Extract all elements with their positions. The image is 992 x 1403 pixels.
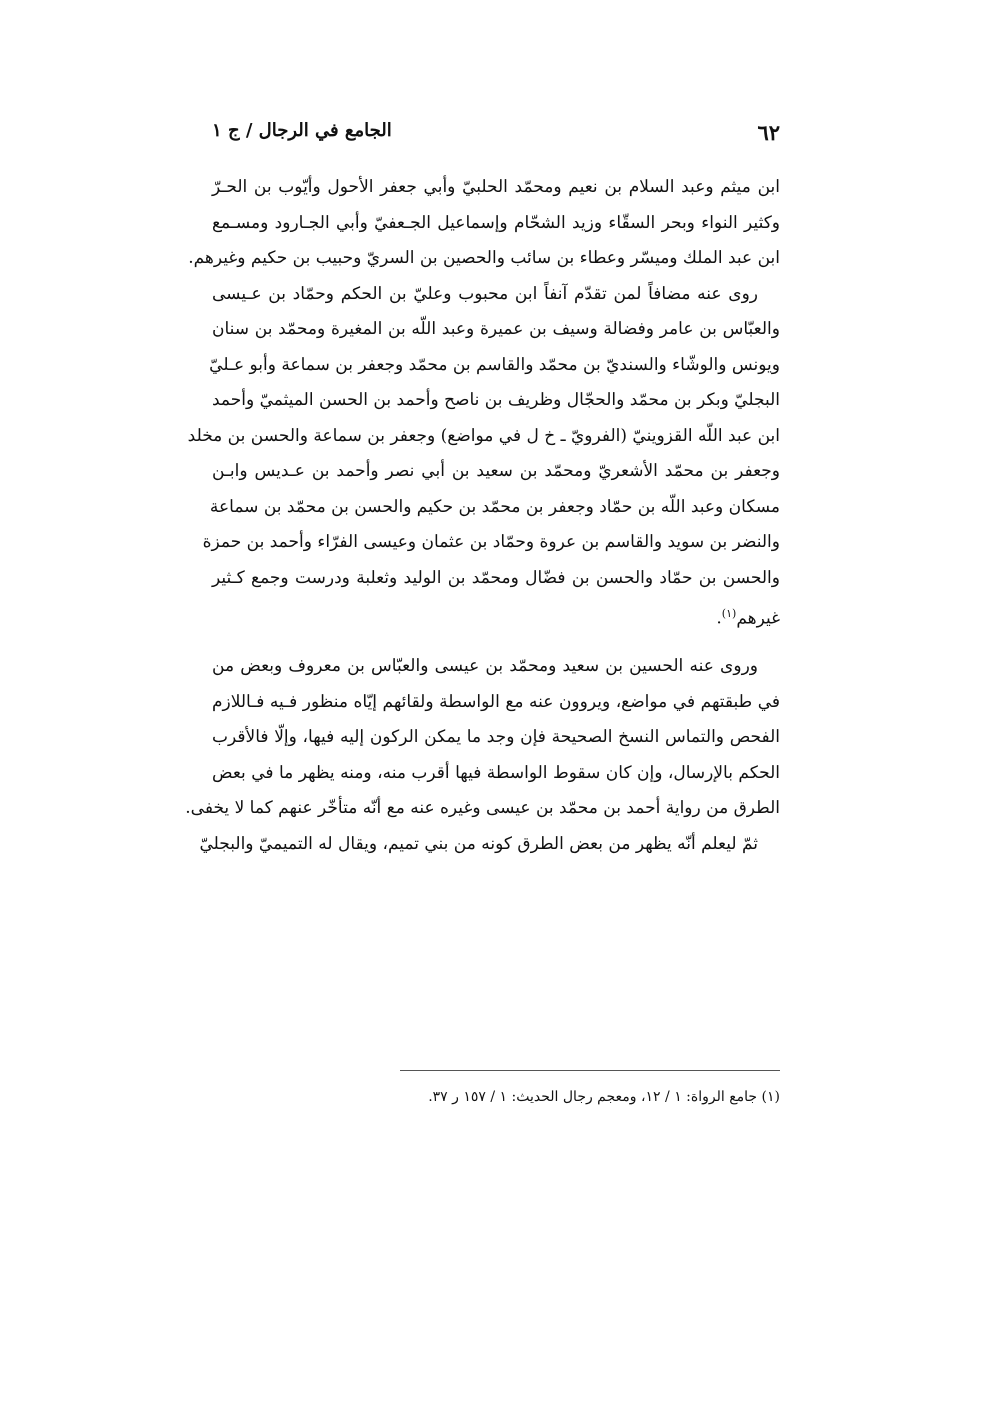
text-line: في طبقتهم في مواضع، ويروون عنه مع الواسطة ولقائهم إيّاه منظور فـيه فـاللازم [212, 691, 780, 712]
running-header [212, 120, 780, 152]
text-fragment: غيرهم [736, 608, 780, 629]
footnote-divider [400, 1070, 780, 1071]
text-line: الحكم بالإرسال، وإن كان سقوط الواسطة فيها أقرب منه، ومنه يظهر ما في بعض [212, 762, 780, 783]
book-title: الجامع في الرجال / ج ١ [212, 120, 392, 141]
text-line: ثمّ ليعلم أنّه يظهر من بعض الطرق كونه من بني تميم، ويقال له التميميّ والبجليّ [199, 833, 758, 854]
text-line: مسكان وعبد اللّه بن حمّاد وجعفر بن محمّد بن حكيم والحسن بن محمّد بن سماعة [209, 496, 780, 517]
paragraph-1 [188, 170, 780, 277]
text-line-last [212, 596, 780, 637]
paragraph-spacer [212, 637, 780, 649]
text-line: روى عنه مضافاً لمن تقدّم آنفاً ابن محبوب وعليّ بن الحكم وحمّاد بن عـيسى [212, 283, 758, 304]
paragraph-3 [185, 649, 780, 862]
text-line: ابن ميثم وعبد السلام بن نعيم ومحمّد الحلبيّ وأبي جعفر الأحول وأيّوب بن الحـرّ [212, 177, 780, 197]
page-number: ٦٢ [757, 120, 780, 145]
text-line: وروى عنه الحسين بن سعيد ومحمّد بن عيسى والعبّاس بن معروف وبعض من [212, 656, 758, 677]
footnote-reference[interactable]: (١) [721, 607, 737, 620]
text-line: الطرق من رواية أحمد بن محمّد بن عيسى وغيره عنه مع أنّه متأخّر عنهم كما لا يخفى. [185, 798, 780, 819]
end-punctuation: . [716, 608, 722, 629]
text-line: ابن عبد اللّه القزوينيّ (الفرويّ ـ خ ل في مواضع) وجعفر بن سماعة والحسن بن مخلد [187, 425, 780, 446]
text-line: ويونس والوشّاء والسنديّ بن محمّد والقاسم بن محمّد وجعفر بن سماعة وأبو عـليّ [209, 354, 780, 375]
text-line: وكثير النواء وبحر السقّاء وزيد الشحّام وإسماعيل الجـعفيّ وأبي الجـارود ومسـمع [212, 212, 780, 233]
text-line: ابن عبد الملك وميسّر وعطاء بن سائب والحصين بن السريّ وحبيب بن حكيم وغيرهم. [188, 248, 780, 268]
footnote: (١) جامع الرواة: ١ / ١٢، ومعجم رجال الحديث: ١ / ١٥٧ ر ٣٧. [428, 1089, 780, 1105]
text-line: والنضر بن سويد والقاسم بن عروة وحمّاد بن عثمان وعيسى الفرّاء وأحمد بن حمزة [202, 532, 780, 552]
main-text [185, 170, 780, 862]
text-line: وجعفر بن محمّد الأشعريّ ومحمّد بن سعيد بن أبي نصر وأحمد بن عـديس وابـن [212, 461, 780, 481]
text-line: والعبّاس بن عامر وفضالة وسيف بن عميرة وعبد اللّه بن المغيرة ومحمّد بن سنان [212, 319, 780, 339]
text-line: البجليّ وبكر بن محمّد والحجّال وظريف بن ناصح وأحمد بن الحسن الميثميّ وأحمد [212, 390, 780, 410]
text-line: والحسن بن حمّاد والحسن بن فضّال ومحمّد بن الوليد وثعلبة ودرست وجمع كـثير [212, 567, 780, 588]
paragraph-2 [187, 277, 780, 638]
text-line: الفحص والتماس النسخ الصحيحة فإن وجد ما يمكن الركون إليه فيها، وإلّا فالأقرب [212, 727, 780, 748]
